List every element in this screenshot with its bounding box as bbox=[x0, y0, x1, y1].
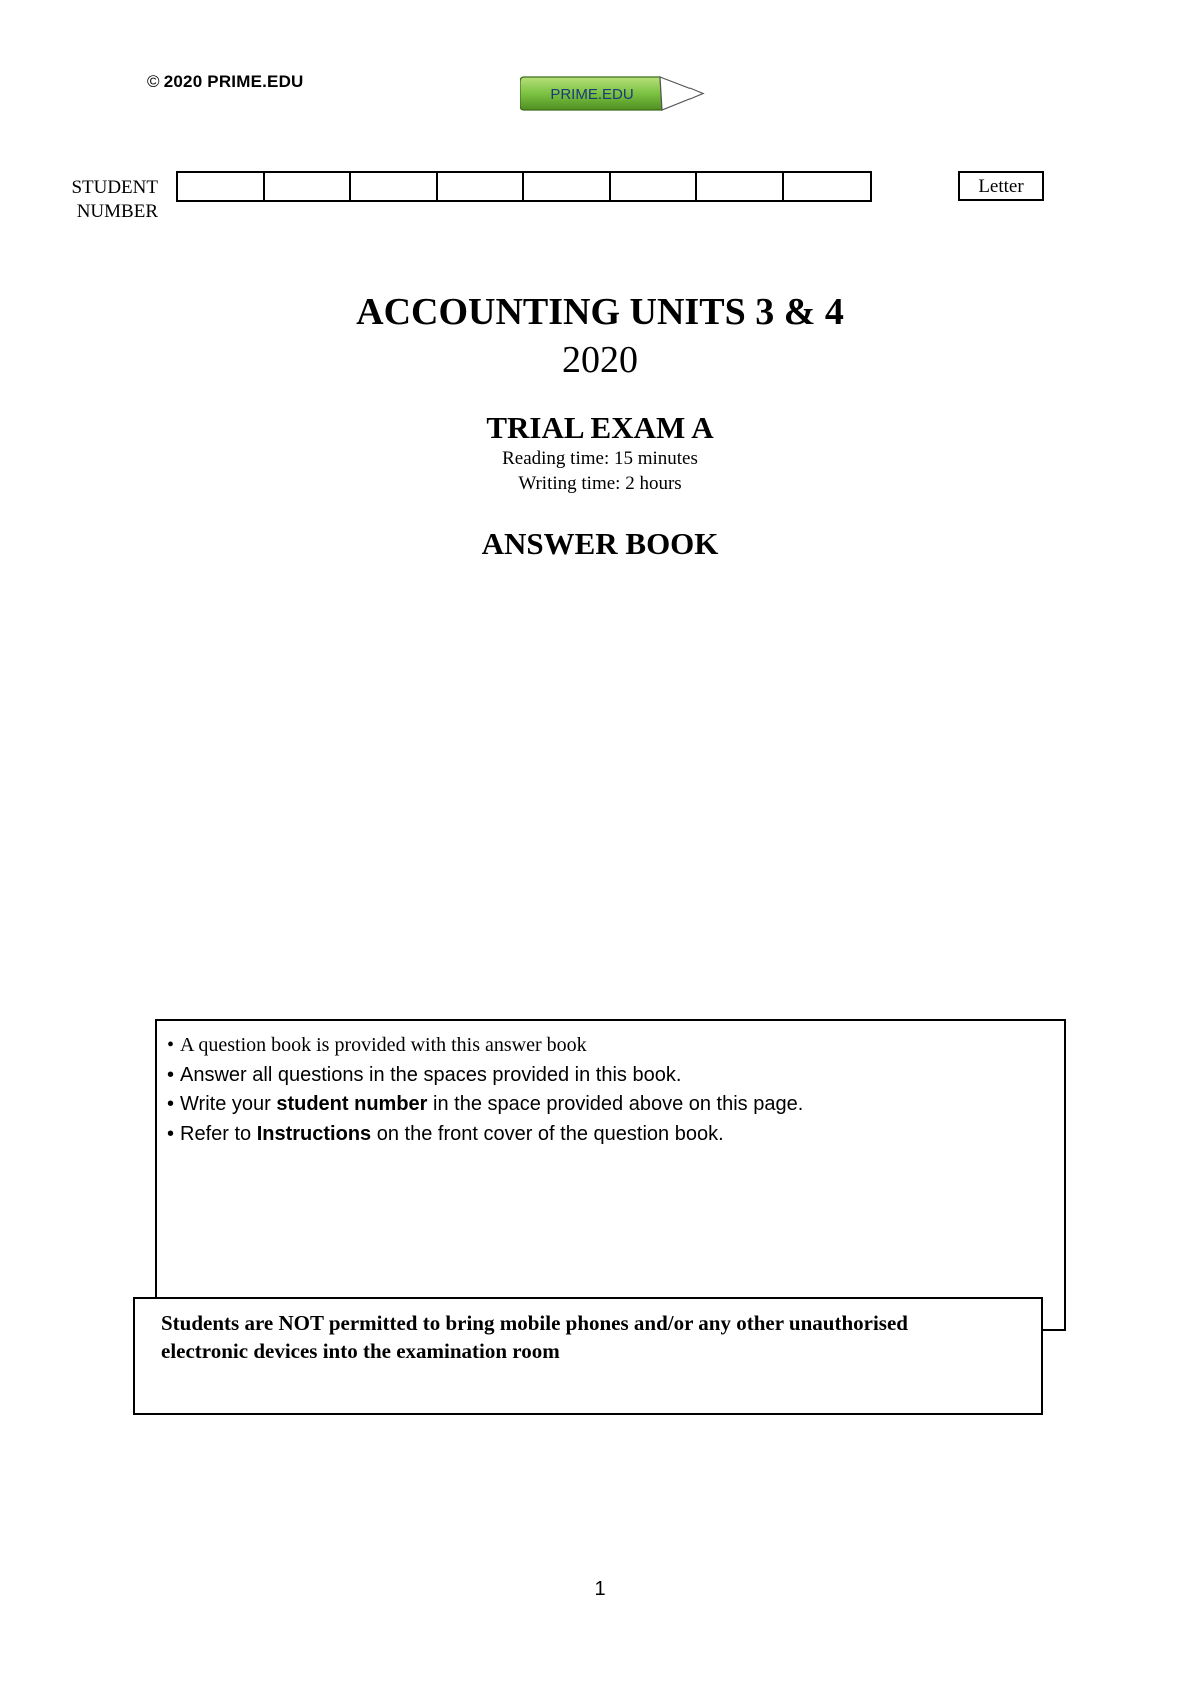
student-number-cell[interactable] bbox=[265, 173, 352, 200]
letter-label: Letter bbox=[978, 176, 1024, 197]
student-letter-box[interactable] bbox=[958, 171, 1044, 201]
instruction-item bbox=[167, 1061, 1064, 1091]
student-number-cell[interactable] bbox=[178, 173, 265, 200]
instruction-emphasis: Instructions bbox=[256, 1122, 372, 1145]
student-number-grid bbox=[176, 171, 872, 202]
bullet: • bbox=[167, 1122, 175, 1145]
warning-line2: electronic devices into the examination room bbox=[161, 1339, 560, 1363]
student-number-cell[interactable] bbox=[351, 173, 438, 200]
prime-edu-logo bbox=[520, 74, 705, 114]
student-number-cell[interactable] bbox=[611, 173, 698, 200]
exam-year: 2020 bbox=[562, 339, 638, 381]
student-number-label-line2: NUMBER bbox=[76, 201, 158, 222]
instructions-list bbox=[157, 1021, 1064, 1149]
copyright-text: 2020 PRIME.EDU bbox=[163, 72, 304, 91]
instructions-box bbox=[155, 1019, 1066, 1331]
answer-book-heading: ANSWER BOOK bbox=[481, 526, 719, 561]
student-number-cell[interactable] bbox=[697, 173, 784, 200]
instruction-emphasis: student number bbox=[276, 1093, 428, 1115]
mobile-phone-warning-box bbox=[133, 1297, 1043, 1415]
bullet: • bbox=[167, 1034, 175, 1056]
student-number-cell[interactable] bbox=[438, 173, 525, 200]
writing-time: Writing time: 2 hours bbox=[518, 473, 682, 494]
copyright-notice bbox=[147, 72, 304, 92]
reading-time: Reading time: 15 minutes bbox=[502, 448, 698, 469]
copyright-symbol: © bbox=[147, 72, 160, 91]
bullet: • bbox=[167, 1063, 175, 1086]
instruction-text: Refer to bbox=[180, 1122, 257, 1145]
page-number: 1 bbox=[594, 1578, 606, 1600]
bullet: • bbox=[167, 1093, 175, 1115]
instruction-text: on the front cover of the question book. bbox=[371, 1122, 724, 1145]
instruction-text: Write your bbox=[180, 1093, 277, 1115]
student-number-label bbox=[50, 176, 158, 224]
instruction-text: A question book is provided with this answer book bbox=[180, 1034, 587, 1056]
instruction-text: Answer all questions in the spaces provided in this book. bbox=[180, 1063, 682, 1086]
student-number-cell[interactable] bbox=[784, 173, 871, 200]
warning-line1: Students are NOT permitted to bring mobile phones and/or any other unauthorised bbox=[161, 1311, 908, 1335]
instruction-item bbox=[167, 1031, 1064, 1061]
instruction-item bbox=[167, 1090, 1064, 1120]
exam-name: TRIAL EXAM A bbox=[486, 410, 714, 445]
instruction-item bbox=[167, 1120, 1064, 1150]
student-number-label-line1: STUDENT bbox=[71, 177, 158, 198]
logo-text: PRIME.EDU bbox=[550, 86, 634, 103]
exam-subject-title: ACCOUNTING UNITS 3 & 4 bbox=[356, 291, 844, 333]
pencil-logo-icon bbox=[520, 74, 705, 114]
student-number-cell[interactable] bbox=[524, 173, 611, 200]
instruction-text: in the space provided above on this page. bbox=[427, 1093, 804, 1115]
